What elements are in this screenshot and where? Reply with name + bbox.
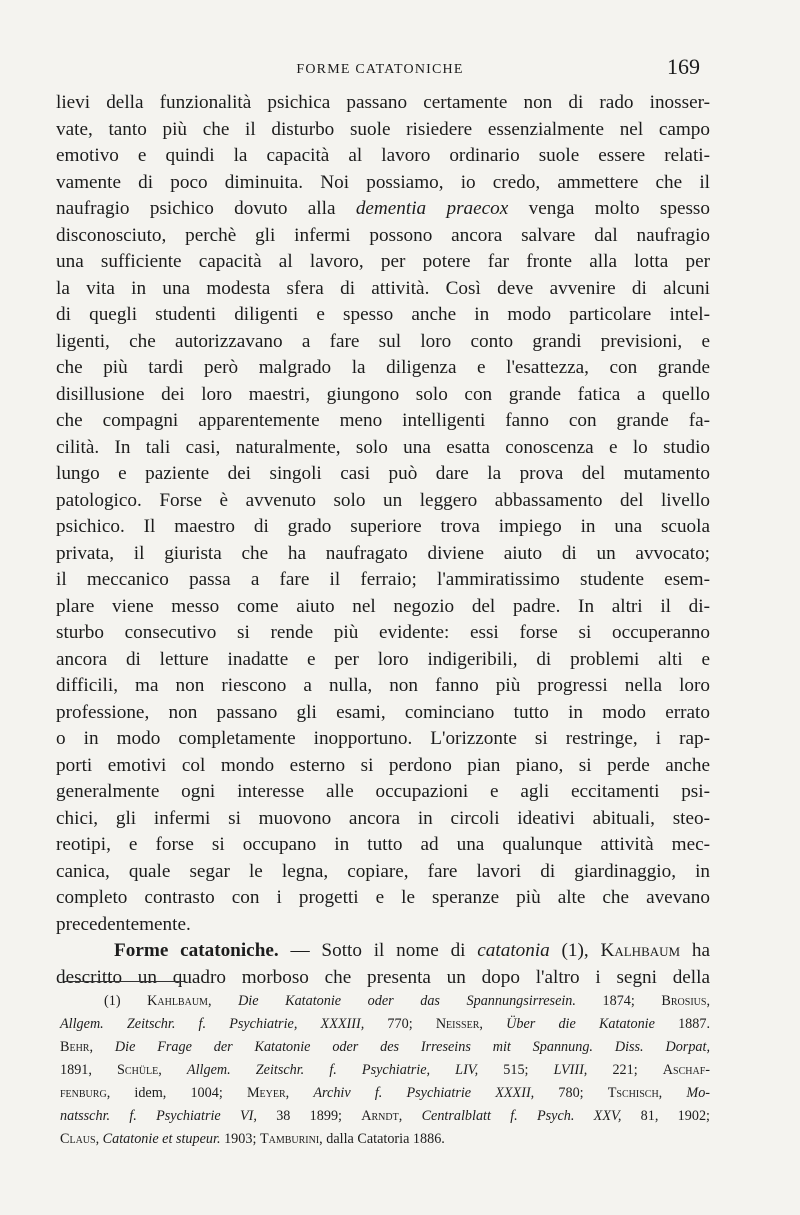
section-heading: Forme catatoniche. xyxy=(114,940,279,961)
text-line: disillusione dei loro maestri, giungono solo con grande fatica a quello xyxy=(56,383,710,405)
footnote-line xyxy=(60,1105,710,1128)
text-line: il meccanico passa a fare il ferraio; l'ammiratissimo studente esem- xyxy=(56,569,710,590)
text-run: , idem, 1004; xyxy=(106,1085,247,1101)
text-line: completo contrasto con i progetti e le speranze più alte che avevano xyxy=(56,887,710,908)
text-line: che compagni apparentemente meno intelligenti fanno con grande fa- xyxy=(56,410,710,431)
text-run: , xyxy=(158,1062,187,1078)
text-line: plare viene messo come aiuto nel negozio del padre. In altri il di- xyxy=(56,595,710,617)
text-line: professione, non passano gli esami, cominciano tutto in modo errato xyxy=(56,701,710,723)
section-heading-line xyxy=(56,938,710,965)
page-number: 169 xyxy=(667,54,700,79)
author-name: Kahlbaum xyxy=(147,993,208,1009)
text-line: porti emotivi col mondo esterno si perdono pian piano, si perde anche xyxy=(56,754,710,776)
text-run: 780; xyxy=(534,1085,608,1101)
text-line: ligenti, che autorizzavano a fare sul loro conto grandi previsioni, e xyxy=(56,330,710,352)
text-run: 770; xyxy=(364,1016,436,1032)
citation-title: Die Frage der Katatonie oder des Irreseins mit Spannung. Diss. Dorpat, xyxy=(114,1039,710,1055)
text-line: emotivo e quindi la capacità al lavoro ordinario suole essere relati- xyxy=(56,145,710,166)
text-run: 515; xyxy=(478,1062,554,1078)
author-name: Aschaf- xyxy=(662,1062,710,1078)
text-run: , dalla Catatoria 1886. xyxy=(319,1131,445,1147)
text-line: sturbo consecutivo si rende più evidente: essi forse si occuperanno xyxy=(56,622,710,643)
text-line: ancora di letture inadatte e per loro indigeribili, di problemi alti e xyxy=(56,648,710,670)
text-run: , xyxy=(706,993,710,1009)
text-line: lungo e paziente dei singoli casi può dare la prova del mutamento xyxy=(56,463,710,484)
text-line: una sufficiente capacità al lavoro, per potere far fronte alla lotta per xyxy=(56,251,710,272)
text-line: vamente di poco diminuita. Noi possiamo, io credo, ammettere che il xyxy=(56,171,710,193)
footnote-line xyxy=(60,1059,710,1082)
text-run: venga molto spesso xyxy=(508,198,710,219)
author-name: Meyer xyxy=(246,1085,286,1101)
author-name: Tamburini xyxy=(259,1131,320,1147)
text-run: , xyxy=(479,1016,507,1032)
footnote-line xyxy=(60,1082,710,1105)
text-line: lievi della funzionalità psichica passano certamente non di rado inosser- xyxy=(56,92,710,113)
citation-title: Über die Katatonie xyxy=(506,1016,655,1032)
text-run: — Sotto il nome di xyxy=(278,940,478,961)
text-line: psichico. Il maestro di grado superiore trova impiego in una scuola xyxy=(56,516,710,537)
emphasis-term: catatonia xyxy=(477,940,550,961)
author-name: Tschisch xyxy=(607,1085,659,1101)
body-text xyxy=(56,90,710,991)
text-line: patologico. Forse è avvenuto solo un leggero abbassamento del livello xyxy=(56,489,710,511)
text-run: 81, 1902; xyxy=(621,1108,710,1124)
text-run: naufragio psichico dovuto alla xyxy=(56,198,356,219)
footnote-divider xyxy=(64,981,184,982)
text-run: (1) xyxy=(104,993,148,1009)
text-run: , xyxy=(207,993,239,1009)
text-run: 1874; xyxy=(575,993,662,1009)
text-run: 221; xyxy=(587,1062,663,1078)
author-name: Claus xyxy=(60,1131,96,1147)
emphasis-term: dementia praecox xyxy=(355,198,509,219)
citation-title: Centralblatt f. Psych. XXV, xyxy=(421,1108,622,1124)
text-run: 1903; xyxy=(220,1131,260,1147)
footnote-line xyxy=(60,1013,710,1036)
text-line: che più tardi però malgrado la diligenza e l'esattezza, con grande xyxy=(56,357,710,378)
text-run: , xyxy=(285,1085,314,1101)
text-run: , xyxy=(658,1085,687,1101)
citation-title: Allgem. Zeitschr. f. Psychiatrie, LIV, xyxy=(186,1062,479,1078)
page-header xyxy=(60,54,700,82)
author-name: Arndt xyxy=(361,1108,399,1124)
citation-title: natsschr. f. Psychiatrie VI, xyxy=(60,1108,257,1124)
text-line: di quegli studenti diligenti e spesso anche in modo particolare intel- xyxy=(56,304,710,325)
text-run: 38 1899; xyxy=(256,1108,362,1124)
text-line: descritto un quadro morboso che presenta un dopo l'altro i segni della xyxy=(56,966,710,988)
author-name: Behr xyxy=(60,1039,90,1055)
footnote-line xyxy=(60,990,710,1013)
text-line: disconosciuto, perchè gli infermi possono ancora salvare dal naufragio xyxy=(56,224,710,246)
author-name: Neisser xyxy=(435,1016,480,1032)
text-line: privata, il giurista che ha naufragato diviene aiuto di un avvocato; xyxy=(56,542,710,564)
author-name: Schüle xyxy=(117,1062,159,1078)
text-line xyxy=(56,196,710,223)
text-line: la vita in una modesta sfera di attività. Così deve avvenire di alcuni xyxy=(56,277,710,299)
footnote-ref: (1), xyxy=(549,940,601,961)
text-run: , xyxy=(89,1039,115,1055)
text-line: generalmente ogni interesse alle occupazioni e agli eccitamenti psi- xyxy=(56,781,710,802)
footnotes xyxy=(60,990,710,1151)
text-run: , xyxy=(95,1131,103,1147)
citation-title: Mo- xyxy=(686,1085,711,1101)
citation-title: Allgem. Zeitschr. f. Psychiatrie, XXXIII, xyxy=(60,1016,365,1032)
text-line: difficili, ma non riescono a nulla, non fanno più progressi nella loro xyxy=(56,675,710,696)
text-line: chici, gli infermi si muovono ancora in circoli ideativi abituali, steo- xyxy=(56,807,710,829)
author-name: Kalhbaum xyxy=(600,940,681,961)
citation-title: Die Katatonie oder das Spannungsirresein. xyxy=(238,993,576,1009)
author-name: fenburg xyxy=(60,1085,107,1101)
footnote-line xyxy=(60,1036,710,1059)
citation-title: LVIII, xyxy=(553,1062,588,1078)
author-name: Brosius xyxy=(661,993,707,1009)
text-line: o in modo completamente inopportuno. L'orizzonte si restringe, i rap- xyxy=(56,728,710,749)
text-run: 1887. xyxy=(654,1016,711,1032)
text-line: reotipi, e forse si occupano in tutto ad una qualunque attività mec- xyxy=(56,834,710,855)
running-title: FORME CATATONICHE xyxy=(296,62,464,77)
text-line: vate, tanto più che il disturbo suole risiedere essenzialmente nel campo xyxy=(56,118,710,140)
citation-title: Catatonie et stupeur. xyxy=(102,1131,221,1147)
text-line: canica, quale segar le legna, copiare, fare lavori di giardinaggio, in xyxy=(56,860,710,882)
text-line: precedentemente. xyxy=(56,913,191,935)
citation-title: Archiv f. Psychiatrie XXXII, xyxy=(313,1085,535,1101)
text-run: 1891, xyxy=(60,1062,118,1078)
text-run: ha xyxy=(680,940,710,961)
footnote-line xyxy=(60,1128,710,1151)
text-run: , xyxy=(398,1108,422,1124)
text-line: cilità. In tali casi, naturalmente, solo una esatta conoscenza e lo studio xyxy=(56,436,710,458)
